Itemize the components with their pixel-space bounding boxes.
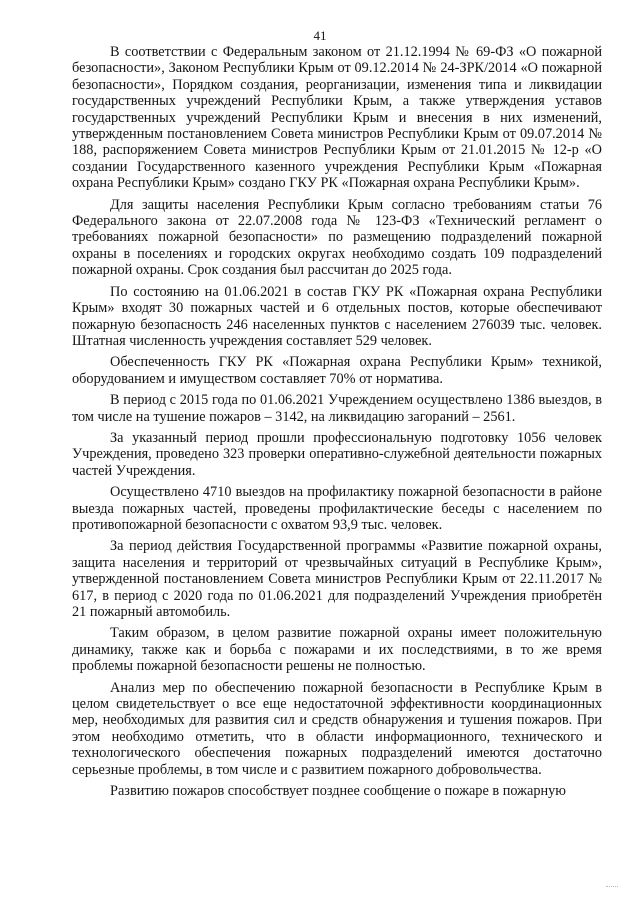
paragraph-departures: В период с 2015 года по 01.06.2021 Учреждением осуществлено 1386 выездов, в том числе на тушение пожаров – 3142, на ликвидацию загораний – 2561. xyxy=(72,392,602,425)
paragraph-prevention: Осуществлено 4710 выездов на профилактику пожарной безопасности в районе выезда пожарных частей, проведены профилактические беседы с населением по противопожарной безопасности с охватом 93,9 тыс. человек. xyxy=(72,484,602,533)
paragraph-state-program: За период действия Государственной программы «Развитие пожарной охраны, защита населения и территорий от чрезвычайных ситуаций в Республике Крым», утвержденной постановлением Совета министров Республики Крым от 22.11.2017 № 617, в период с 2020 года по 01.06.2021 для подразделений Учреждения приобретён 21 пожарный автомобиль. xyxy=(72,538,602,620)
paragraph-population-protection: Для защиты населения Республики Крым согласно требованиям статьи 76 Федерального закона от 22.07.2008 года № 123-ФЗ «Технический регламент о требованиях пожарной безопасности» по размещению подразделений пожарной охраны в поселениях и городских округах необходимо создать 109 подразделений пожарной охраны. Срок создания был рассчитан до 2025 года. xyxy=(72,196,602,279)
paragraph-late-report: Развитию пожаров способствует позднее сообщение о пожаре в пожарную xyxy=(110,783,566,800)
scan-artifact xyxy=(606,882,618,887)
document-body xyxy=(72,44,602,799)
paragraph-composition: По состоянию на 01.06.2021 в состав ГКУ РК «Пожарная охрана Республики Крым» входят 30 пожарных частей и 6 отдельных постов, которые обеспечивают пожарную безопасность 246 населенных пунктов с населением 276039 тыс. человек. Штатная численность учреждения составляет 529 человек. xyxy=(72,283,602,349)
paragraph-conclusion: Таким образом, в целом развитие пожарной охраны имеет положительную динамику, также как и борьба с пожарами и их последствиями, в то же время проблемы пожарной безопасности решены не полностью. xyxy=(72,625,602,675)
paragraph-equipment: Обеспеченность ГКУ РК «Пожарная охрана Республики Крым» техникой, оборудованием и имуществом составляет 70% от норматива. xyxy=(72,354,602,387)
paragraph-legal-basis: В соответствии с Федеральным законом от 21.12.1994 № 69-ФЗ «О пожарной безопасности», Законом Республики Крым от 09.12.2014 № 24-ЗРК/2014 «О пожарной безопасности», Порядком создания, реорганизации, изменения типа и ликвидации государственных учреждений Республики Крым, а также утверждения уставов государственных учреждений Республики Крым и внесения в них изменений, утвержденным постановлением Совета министров Республики Крым от 09.07.2014 № 188, распоряжением Совета министров Республики Крым от 21.01.2015 № 12-р «О создании Государственного казенного учреждения Республики Крым «Пожарная охрана Республики Крым» создано ГКУ РК «Пожарная охрана Республики Крым». xyxy=(72,44,602,192)
page-number: 41 xyxy=(313,28,327,43)
paragraph-analysis: Анализ мер по обеспечению пожарной безопасности в Республике Крым в целом свидетельствует о все еще недостаточной эффективности координационных мер, необходимых для развития сил и средств обнаружения и тушения пожаров. При этом необходимо отметить, что в области информационного, технического и технологического обеспечения пожарных подразделений имеются достаточно серьезные проблемы, в том числе и с развитием пожарного добровольчества. xyxy=(72,679,602,778)
paragraph-training: За указанный период прошли профессиональную подготовку 1056 человек Учреждения, проведено 323 проверки оперативно-служебной деятельности пожарных частей Учреждения. xyxy=(72,429,602,479)
